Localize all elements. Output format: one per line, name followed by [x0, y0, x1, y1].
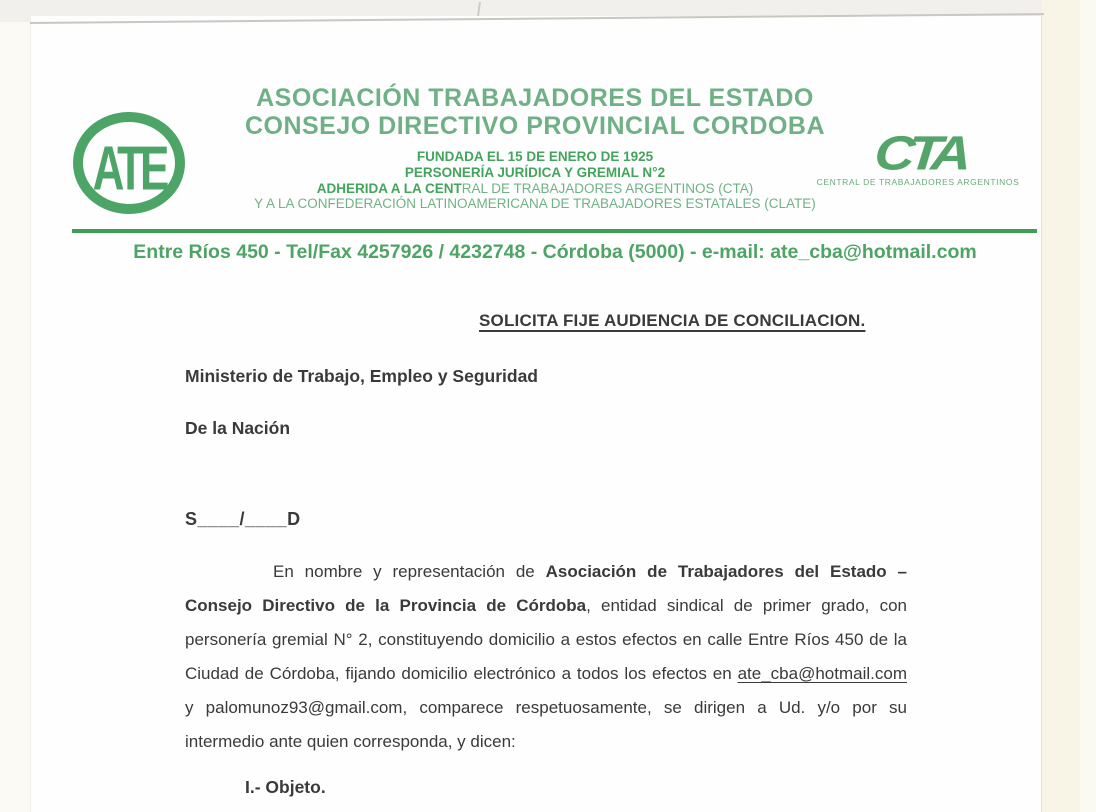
- addressee-line2: De la Nación: [185, 418, 291, 438]
- paragraph-intro: En nombre y representación de: [273, 562, 546, 581]
- paragraph-organization-name: Asociación de Trabajadores del Estado – Consejo Directivo de la Provincia de Córdoba: [185, 562, 907, 615]
- letter-opening-paragraph: [185, 555, 907, 759]
- personeria-line: PERSONERÍA JURÍDICA Y GREMIAL N°2: [404, 164, 666, 180]
- addressee-line1: Ministerio de Trabajo, Empleo y Seguridad: [185, 366, 538, 386]
- section-heading-objeto: I.- Objeto.: [245, 777, 326, 797]
- cta-logo: [812, 126, 1024, 187]
- organization-subtitle-block: [210, 149, 860, 212]
- organization-title: [225, 84, 845, 140]
- adherida-line-regular: RAL DE TRABAJADORES ARGENTINOS (CTA): [461, 180, 754, 196]
- letterhead-divider-rule: [72, 229, 1037, 233]
- founded-line: FUNDADA EL 15 DE ENERO DE 1925: [416, 149, 654, 164]
- adherida-line: [210, 181, 860, 197]
- paragraph-after-email: y palomunoz93@gmail.com, comparece respetuosamente, se dirigen a Ud. y/o por su intermedio ante quien corresponda, y dicen:: [185, 698, 907, 751]
- salutation: S____/____D: [185, 509, 301, 529]
- org-title-line1: ASOCIACIÓN TRABAJADORES DEL ESTADO: [256, 84, 814, 112]
- clate-line: Y A LA CONFEDERACIÓN LATINOAMERICANA DE TRABAJADORES ESTATALES (CLATE): [254, 196, 816, 212]
- paragraph-after-bold: , entidad sindical de primer grado, con personería gremial N° 2, constituyendo domicilio a estos efectos en calle Entre Ríos 450 de la Ciudad de Córdoba, fijando domicilio electrónico a todos los efectos en: [185, 596, 907, 683]
- adherida-line-bold: ADHERIDA A LA CENT: [316, 180, 462, 196]
- cta-logo-icon: CTA: [872, 125, 967, 181]
- ate-logo-icon: [72, 112, 186, 214]
- letter-subject: SOLICITA FIJE AUDIENCIA DE CONCILIACION.: [479, 311, 866, 330]
- ate-logo: [72, 112, 186, 214]
- org-title-line2: CONSEJO DIRECTIVO PROVINCIAL CORDOBA: [244, 112, 826, 140]
- paragraph-email-underlined: ate_cba@hotmail.com: [737, 664, 907, 683]
- scan-right-outer-band: [1080, 0, 1096, 812]
- scan-right-edge-band: [1042, 0, 1080, 812]
- svg-text:ATE: ATE: [92, 134, 166, 204]
- letterhead-address-line: Entre Ríos 450 - Tel/Fax 4257926 / 4232748 - Córdoba (5000) - e-mail: ate_cba@hotmail.com: [133, 241, 977, 263]
- cta-logo-caption: CENTRAL DE TRABAJADORES ARGENTINOS: [816, 177, 1020, 187]
